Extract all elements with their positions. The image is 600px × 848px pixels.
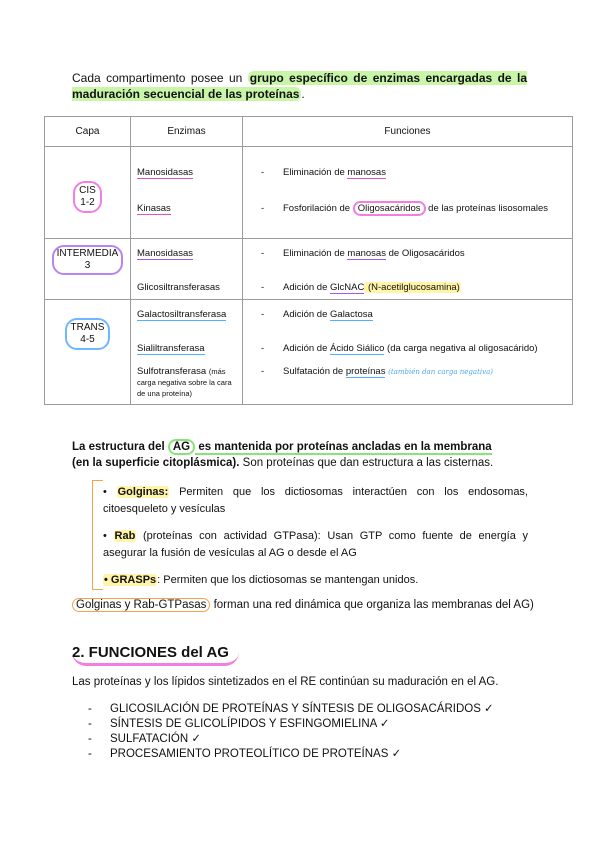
- enzima: Kinasas: [137, 203, 171, 214]
- header-funciones: Funciones: [243, 117, 573, 147]
- capa-trans: TRANS 4-5: [45, 318, 130, 350]
- ag-circle: AG: [168, 439, 195, 455]
- intro-text: Cada compartimento posee un: [72, 71, 248, 85]
- bullet-list: [103, 484, 528, 589]
- funcion: - Adición de Galactosa: [261, 309, 373, 320]
- funcion: - Fosforilación de Oligosacáridos de las proteínas lisosomales: [261, 203, 549, 214]
- funcion: - Sulfatación de proteínas (también dan carga negativa): [261, 366, 493, 377]
- funcion: - Adición de GlcNAC (N-acetilglucosamina): [261, 282, 460, 293]
- summary-circled: Golginas y Rab-GTPasas: [72, 598, 210, 612]
- bullet-rab: • Rab (proteínas con actividad GTPasa): Usan GTP como fuente de energía y asegurar la fusión de vesículas al AG o desde el AG: [103, 530, 528, 559]
- list-item: - SULFATACIÓN ✓: [88, 733, 202, 745]
- enzyme-table: [44, 116, 573, 405]
- enzima: Manosidasas: [137, 248, 193, 259]
- enzima: Galactosiltransferasa: [137, 309, 227, 320]
- table-row-intermedia: [45, 239, 573, 300]
- section-heading: 2. FUNCIONES del AG: [72, 644, 239, 666]
- capa-intermedia: INTERMEDIA 3: [45, 245, 130, 275]
- funcion: - Eliminación de manosas de Oligosacáridos: [261, 248, 465, 259]
- table-header-row: [45, 117, 573, 147]
- list-item: - GLICOSILACIÓN DE PROTEÍNAS Y SÍNTESIS DE OLIGOSACÁRIDOS ✓: [88, 703, 494, 715]
- functions-list: [88, 702, 494, 762]
- bullet-grasps: • GRASPs: Permiten que los dictiosomas se mantengan unidos.: [104, 574, 419, 586]
- list-item: - PROCESAMIENTO PROTEOLÍTICO DE PROTEÍNAS ✓: [88, 748, 402, 760]
- funcion: - Eliminación de manosas: [261, 167, 386, 178]
- header-enzimas: Enzimas: [131, 117, 243, 147]
- header-capa: Capa: [45, 117, 131, 147]
- enzima-sulfo: Sulfotransferasa (más carga negativa sobre la cara de una proteína): [137, 366, 232, 398]
- funcion: - Adición de Ácido Siálico (da carga negativa al oligosacárido): [261, 343, 538, 354]
- table-row-trans: [45, 300, 573, 405]
- list-item: - SÍNTESIS DE GLICOLÍPIDOS Y ESFINGOMIELINA ✓: [88, 718, 390, 730]
- intro-paragraph: [72, 70, 527, 102]
- summary-line: Golginas y Rab-GTPasas forman una red dinámica que organiza las membranas del AG): [72, 599, 534, 611]
- capa-cis: CIS 1-2: [45, 181, 130, 213]
- intro-highlight: grupo específico de enzimas encargadas de la maduración secuencial de las proteínas: [72, 71, 528, 101]
- structure-paragraph: La estructura del AG es mantenida por proteínas ancladas en la membrana (en la superficie citoplásmica). Son proteínas que dan estructura a las cisternas.: [72, 441, 494, 469]
- table-row-cis: [45, 147, 573, 239]
- handwritten-note: (también dan carga negativa): [388, 368, 493, 376]
- enzima: Sialiltransferasa: [137, 343, 205, 354]
- enzima: Glicosiltransferasas: [137, 282, 220, 293]
- section-paragraph: Las proteínas y los lípidos sintetizados en el RE continúan su maduración en el AG.: [72, 676, 499, 688]
- bullet-bracket: [92, 480, 103, 590]
- intro-end: .: [301, 87, 305, 101]
- enzima: Manosidasas: [137, 167, 193, 178]
- bullet-golginas: • Golginas: Permiten que los dictiosomas interactúen con los endosomas, citoesqueleto y vesículas: [103, 486, 528, 515]
